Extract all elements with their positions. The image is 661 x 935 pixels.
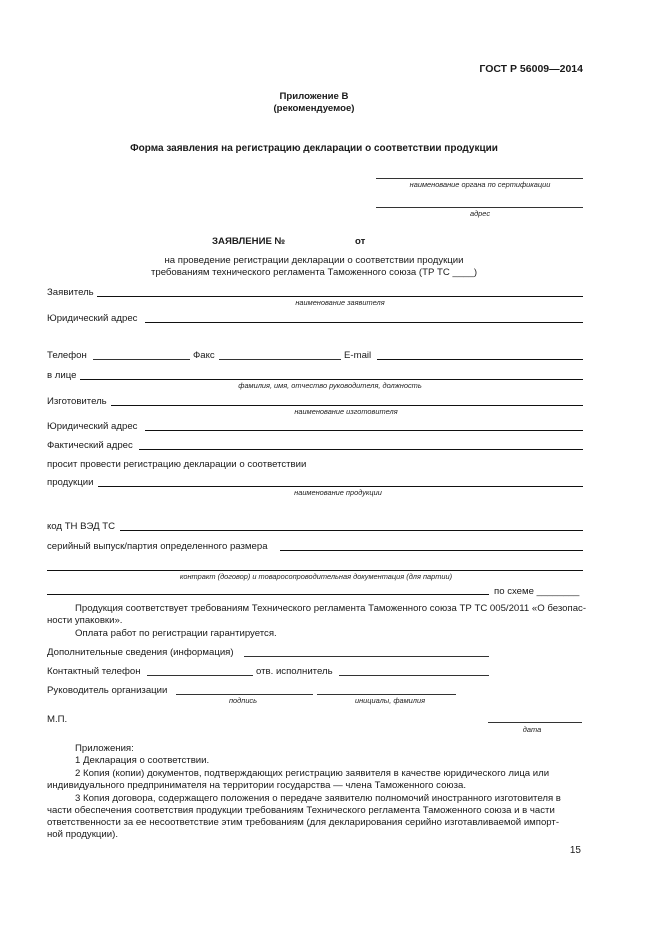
represented-field[interactable] [80,379,583,380]
email-field[interactable] [377,359,583,360]
payment-text: Оплата работ по регистрации гарантируется. [75,628,277,639]
phone-field[interactable] [93,359,190,360]
products-label: продукции [47,477,94,488]
authority-caption: наименование органа по сертификации [409,180,551,189]
application-line-1: на проведение регистрации декларации о соответствии продукции [164,255,464,266]
head-label: Руководитель организации [47,685,168,696]
responsible-field[interactable] [339,675,489,676]
contract-field[interactable] [47,570,583,571]
attachments-title: Приложения: [75,743,134,754]
address-line [376,207,583,208]
scheme-field[interactable] [47,594,489,595]
email-label: E-mail [344,350,372,361]
attachment-3b: части обеспечения соответствия продукции требованиям Технического регламента Таможенного союза и в части [47,805,555,816]
initials-field[interactable] [317,694,456,695]
legal-address-field[interactable] [145,322,583,323]
authority-line [376,178,583,179]
manufacturer-label: Изготовитель [47,396,107,407]
standard-number: ГОСТ Р 56009—2014 [479,63,583,75]
applicant-label: Заявитель [47,287,94,298]
phone-label: Телефон [47,350,87,361]
actual-address-field[interactable] [139,449,583,450]
attachment-2a: 2 Копия (копии) документов, подтверждающих регистрацию заявителя в качестве юридического лица или [75,768,550,779]
seal-label: М.П. [47,714,68,725]
contact-phone-label: Контактный телефон [47,666,141,677]
products-caption: наименование продукции [294,488,382,497]
tnved-field[interactable] [120,530,583,531]
scheme-label: по схеме ________ [494,586,580,597]
responsible-label: отв. исполнитель [256,666,333,677]
mfr-legal-address-field[interactable] [145,430,583,431]
date-field[interactable] [488,722,582,723]
fax-field[interactable] [219,359,341,360]
signature-field[interactable] [176,694,313,695]
applicant-caption: наименование заявителя [295,298,385,307]
serial-label: серийный выпуск/партия определенного размера [47,541,268,552]
additional-field[interactable] [244,656,489,657]
application-line-2: требованиям технического регламента Таможенного союза (ТР ТС ____) [150,267,478,278]
form-title: Форма заявления на регистрацию декларации о соответствии продукции [130,143,498,154]
attachment-3d: ной продукции). [47,829,118,840]
attachment-1: 1 Декларация о соответствии. [75,755,210,766]
attachment-3c: ответственности за ее несоответствие этим требованиям (для декларирования серийно изготавливаемой импорт- [47,817,560,828]
appendix-title: Приложение В [279,91,349,102]
contract-caption: контракт (договор) и товаросопроводительная документация (для партии) [179,572,453,581]
address-caption: адрес [469,209,491,218]
application-from: от [355,236,366,247]
applicant-field[interactable] [97,296,583,297]
additional-label: Дополнительные сведения (информация) [47,647,234,658]
mfr-legal-address-label: Юридический адрес [47,421,138,432]
represented-label: в лице [47,370,77,381]
request-line: просит провести регистрацию декларации о соответствии [47,459,307,470]
actual-address-label: Фактический адрес [47,440,133,451]
attachment-2b: индивидуального предпринимателя на территории государства — члена Таможенного союза. [47,780,467,791]
date-caption: дата [522,725,542,734]
fax-label: Факс [193,350,215,361]
page-number: 15 [569,845,581,856]
serial-field[interactable] [280,550,583,551]
tnved-label: код ТН ВЭД ТС [47,521,116,532]
application-title: ЗАЯВЛЕНИЕ № [212,236,286,247]
contact-phone-field[interactable] [147,675,253,676]
conformity-text-1: Продукция соответствует требованиям Технического регламента Таможенного союза ТР ТС 005/2011 «О безопас- [75,603,587,614]
conformity-text-2: ности упаковки». [47,615,123,626]
legal-address-label: Юридический адрес [47,313,138,324]
manufacturer-caption: наименование изготовителя [294,407,398,416]
initials-caption: инициалы, фамилия [354,696,426,705]
products-field[interactable] [98,486,583,487]
represented-caption: фамилия, имя, отчество руководителя, должность [238,381,422,390]
appendix-subtitle: (рекомендуемое) [273,103,355,114]
signature-caption: подпись [228,696,258,705]
manufacturer-field[interactable] [111,405,583,406]
attachment-3a: 3 Копия договора, содержащего положения о передаче заявителю полномочий иностранного изготовителя в [75,793,561,804]
